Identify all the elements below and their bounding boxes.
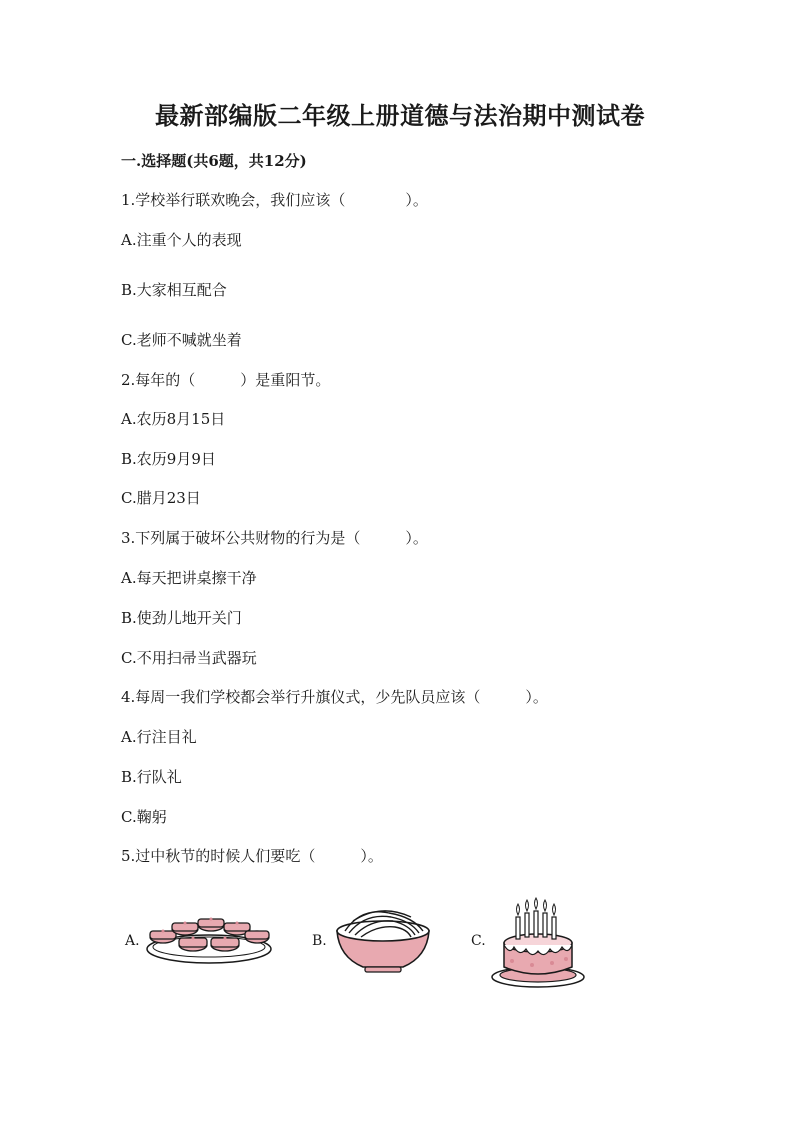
page-title: 最新部编版二年级上册道德与法治期中测试卷: [155, 101, 645, 130]
question-stem: 5.过中秋节的时候人们要吃（ ）。: [121, 847, 383, 865]
option-a[interactable]: A.注重个人的表现: [121, 231, 242, 249]
birthday-cake-icon[interactable]: [486, 895, 590, 995]
option-b[interactable]: B.大家相互配合: [121, 281, 227, 299]
option-b[interactable]: B.使劲儿地开关门: [121, 609, 242, 627]
picture-option-label[interactable]: C.: [471, 933, 486, 949]
option-c[interactable]: C.不用扫帚当武器玩: [121, 649, 257, 667]
option-a[interactable]: A.每天把讲桌擦干净: [121, 569, 257, 587]
question-stem: 4.每周一我们学校都会举行升旗仪式，少先队员应该（ ）。: [121, 688, 548, 706]
option-c[interactable]: C.鞠躬: [121, 808, 167, 826]
noodle-bowl-icon[interactable]: [331, 901, 435, 975]
picture-option-label[interactable]: B.: [312, 933, 327, 949]
mooncakes-icon[interactable]: [145, 907, 275, 969]
option-a[interactable]: A.农历8月15日: [121, 410, 226, 428]
option-c[interactable]: C.腊月23日: [121, 489, 201, 507]
section-heading: 一.选择题(共6题，共12分): [121, 152, 307, 170]
question-stem: 1.学校举行联欢晚会，我们应该（ ）。: [121, 191, 428, 209]
option-a[interactable]: A.行注目礼: [121, 728, 197, 746]
option-b[interactable]: B.农历9月9日: [121, 450, 216, 468]
picture-options: [121, 895, 641, 1005]
picture-option-label[interactable]: A.: [125, 933, 140, 949]
question-stem: 3.下列属于破坏公共财物的行为是（ ）。: [121, 529, 428, 547]
question-stem: 2.每年的（ ）是重阳节。: [121, 371, 331, 389]
option-b[interactable]: B.行队礼: [121, 768, 182, 786]
option-c[interactable]: C.老师不喊就坐着: [121, 331, 242, 349]
